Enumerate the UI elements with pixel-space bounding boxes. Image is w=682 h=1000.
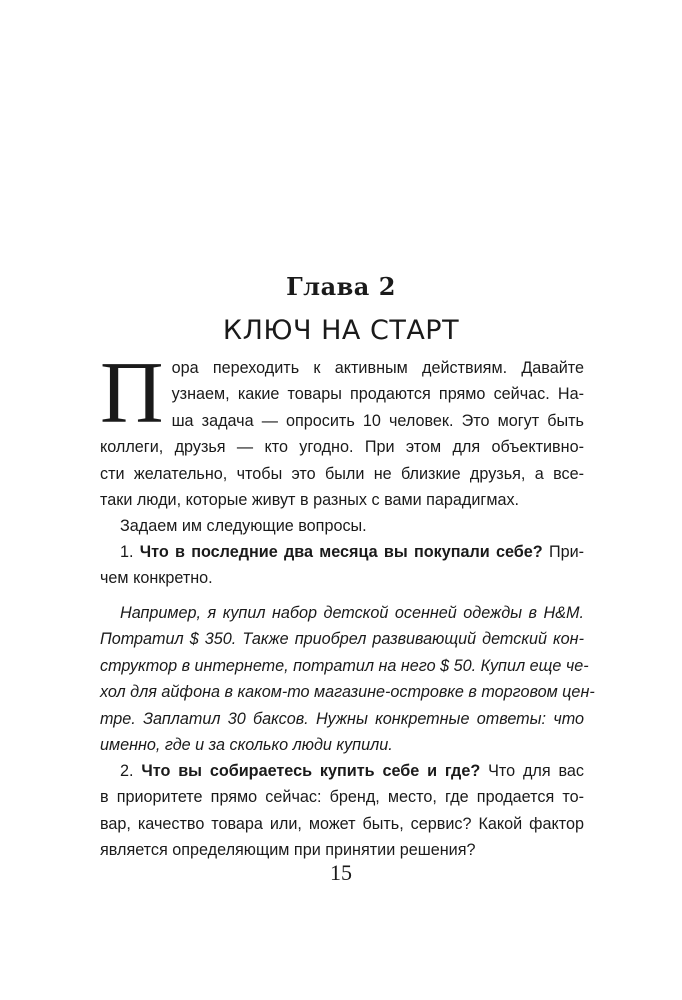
question-2-line: является определяющим при принятии решения? [100, 841, 476, 860]
question-2-bold: Что вы собираетесь купить себе и где? [141, 762, 481, 780]
question-2-line: вар, качество товара или, может быть, сервис? Какой фактор [100, 814, 584, 833]
question-1-number: 1. [120, 543, 134, 561]
lead-line: коллеги, друзья — кто угодно. При этом для объективно- [100, 438, 584, 457]
question-2-rest: Что для вас [488, 762, 584, 780]
example-line: хол для айфона в каком-то магазине-островке в торговом цен- [100, 683, 595, 702]
question-1 [100, 539, 584, 592]
question-2-line: в приоритете прямо сейчас: бренд, место, где продается то- [100, 788, 584, 807]
question-1-line-2: чем конкретно. [100, 569, 213, 588]
intro-text: Задаем им следующие вопросы. [120, 517, 367, 535]
question-2-number: 2. [120, 762, 134, 780]
question-2-line [100, 758, 584, 784]
question-1-rest: При- [548, 543, 585, 561]
lead-line: таки люди, которые живут в разных с вами парадигмах. [100, 491, 520, 510]
example-line: тре. Заплатил 30 баксов. Нужны конкретные ответы: что [100, 709, 584, 728]
page-number: 15 [330, 860, 352, 885]
lead-paragraph [100, 345, 584, 513]
example-line: структор в интернете, потратил на него $ 50. Купил еще че- [100, 656, 589, 675]
question-1-bold: Что в последние два месяца вы покупали себе? [139, 543, 543, 561]
example-line: именно, где и за сколько люди купили. [100, 736, 393, 755]
drop-cap: П [100, 345, 164, 442]
example-line: Например, я купил набор детской осенней одежды в H&M. [120, 604, 584, 622]
chapter-title: КЛЮЧ НА СТАРТ [222, 315, 460, 346]
lead-line: сти желательно, чтобы это были не близкие друзья, а все- [100, 464, 584, 483]
lead-line: ора переходить к активным действиям. Давайте [171, 359, 584, 377]
intro-paragraph [100, 513, 584, 539]
question-1-line [100, 539, 584, 565]
lead-line: ша задача — опросить 10 человек. Это могут быть [171, 411, 584, 430]
question-2 [100, 758, 584, 864]
lead-line: узнаем, какие товары продаются прямо сейчас. На- [171, 385, 584, 404]
chapter-label: Глава 2 [286, 272, 396, 301]
example-line: Потратил $ 350. Также приобрел развивающий детский кон- [100, 630, 584, 649]
example-paragraph [100, 600, 595, 758]
